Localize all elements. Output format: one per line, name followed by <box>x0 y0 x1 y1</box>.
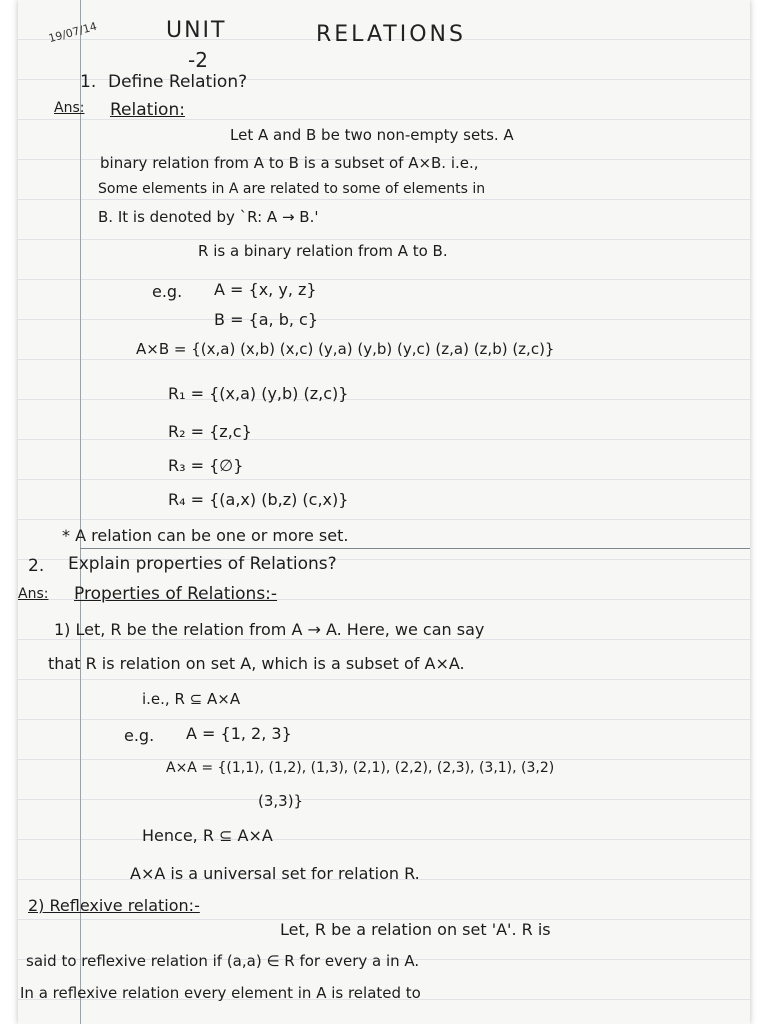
margin-line <box>80 0 81 1024</box>
q1-relation-r1: R₁ = {(x,a) (y,b) (z,c)} <box>168 384 349 403</box>
q1-line5: R is a binary relation from A to B. <box>198 242 448 260</box>
q2-eg-label: e.g. <box>124 726 155 745</box>
page-title: RELATIONS <box>316 22 466 47</box>
q2-p1-ie: i.e., R ⊆ A×A <box>142 690 241 708</box>
q2-cartesian-line2: (3,3)} <box>258 792 304 810</box>
q1-line4: B. It is denoted by `R: A → B.' <box>98 208 319 226</box>
q1-note: * A relation can be one or more set. <box>62 526 349 545</box>
q2-heading: Properties of Relations:- <box>74 584 278 604</box>
q2-p1-line1: 1) Let, R be the relation from A → A. Here, we can say <box>54 620 485 639</box>
q2-question: Explain properties of Relations? <box>68 554 337 574</box>
q1-eg-label: e.g. <box>152 282 183 301</box>
q1-ans-label: Ans: <box>54 100 85 116</box>
q1-relation-r4: R₄ = {(a,x) (b,z) (c,x)} <box>168 490 349 509</box>
unit-number: -2 <box>188 48 208 72</box>
q2-hence: Hence, R ⊆ A×A <box>142 826 273 845</box>
q1-set-b: B = {a, b, c} <box>214 310 319 329</box>
q2-p2-line3: In a reflexive relation every element in A is related to <box>20 984 421 1002</box>
q2-p1-line2: that R is relation on set A, which is a subset of A×A. <box>48 654 465 673</box>
q1-number: 1. <box>80 72 97 92</box>
q2-cartesian-line1: A×A = {(1,1), (1,2), (1,3), (2,1), (2,2), (2,3), (3,1), (3,2) <box>166 760 555 776</box>
q1-heading: Relation: <box>110 100 185 120</box>
q1-relation-r3: R₃ = {∅} <box>168 456 244 475</box>
section-divider <box>80 548 750 549</box>
q2-p2-line2: said to reflexive relation if (a,a) ∈ R for every a in A. <box>26 952 420 970</box>
q1-line3: Some elements in A are related to some of elements in <box>98 181 486 197</box>
q1-relation-r2: R₂ = {z,c} <box>168 422 252 441</box>
q1-cartesian-product: A×B = {(x,a) (x,b) (x,c) (y,a) (y,b) (y,c) (z,a) (z,b) (z,c)} <box>136 340 555 358</box>
q2-p2-line1: Let, R be a relation on set 'A'. R is <box>280 920 551 939</box>
q1-line1: Let A and B be two non-empty sets. A <box>230 126 514 144</box>
unit-label: UNIT <box>166 18 227 43</box>
q2-ans-label: Ans: <box>18 586 49 602</box>
q2-reflexive-heading: 2) Reflexive relation:- <box>28 896 200 915</box>
q2-set-a: A = {1, 2, 3} <box>186 724 292 743</box>
q1-line2: binary relation from A to B is a subset of A×B. i.e., <box>100 154 479 172</box>
date-stamp: 19/07/14 <box>47 19 99 46</box>
q1-set-a: A = {x, y, z} <box>214 280 317 299</box>
q2-universal: A×A is a universal set for relation R. <box>130 864 420 883</box>
q2-number: 2. <box>28 556 45 576</box>
q1-question: Define Relation? <box>108 72 248 92</box>
notebook-page <box>18 0 750 1024</box>
